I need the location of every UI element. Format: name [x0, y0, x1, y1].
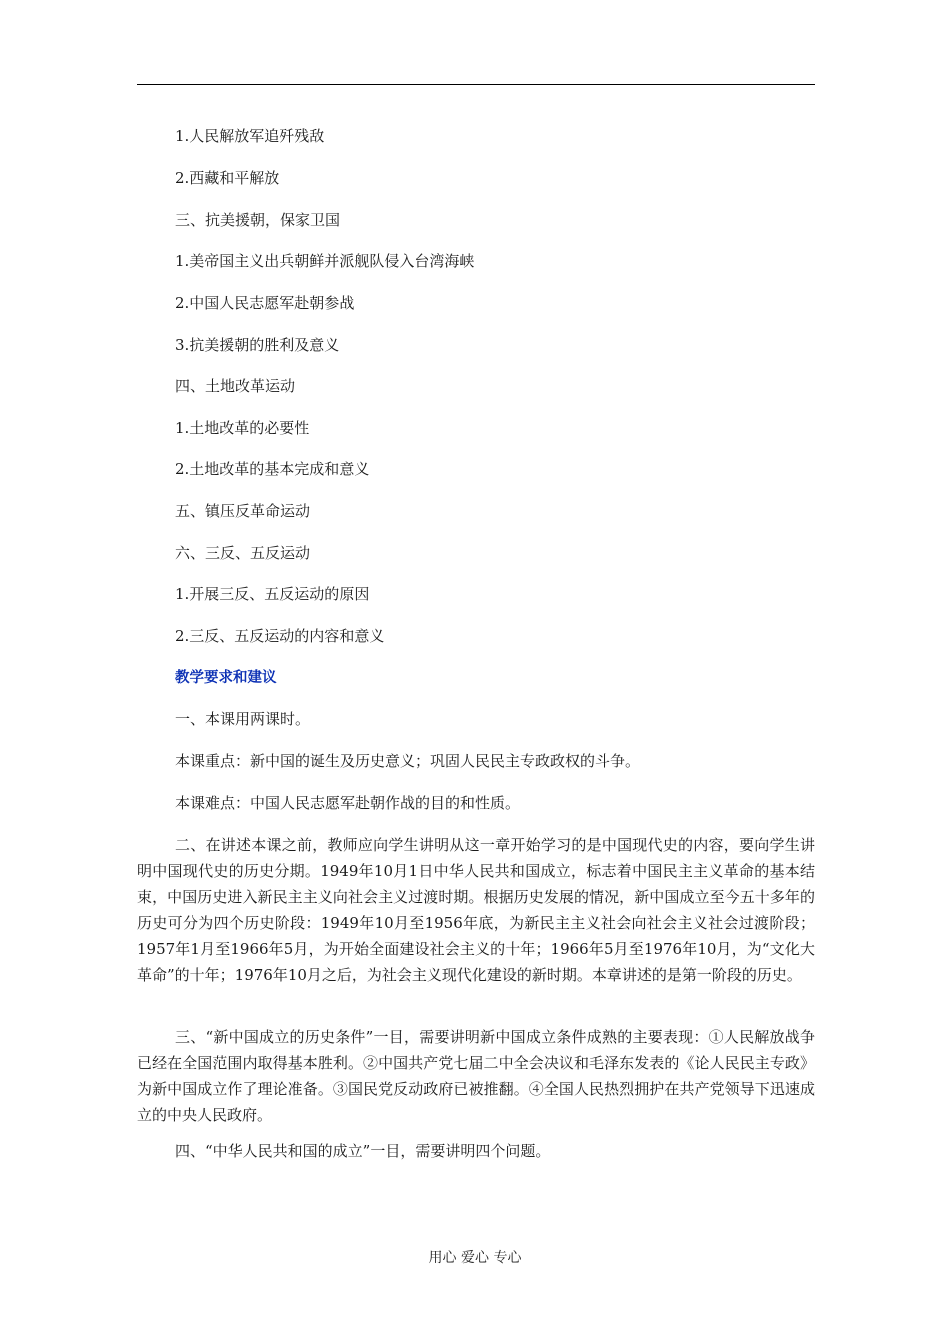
outline-item: 四、土地改革运动 [175, 377, 296, 395]
body-paragraph: 二、在讲述本课之前，教师应向学生讲明从这一章开始学习的是中国现代史的内容，要向学生讲明中国现代史的历史分期。1949年10月1日中华人民共和国成立，标志着中国民主主义革命的基本结束，中国历史进入新民主主义向社会主义过渡时期。根据历史发展的情况，新中国成立至今五十多年的历史可分为四个历史阶段：1949年10月至1956年底，为新民主主义社会向社会主义社会过渡阶段；1957年1月至1966年5月，为开始全面建设社会主义的十年；1966年5月至1976年10月，为“文化大革命”的十年；1976年10月之后，为社会主义现代化建设的新时期。本章讲述的是第一阶段的历史。 [137, 836, 815, 984]
note-line: 一、本课用两课时。 [175, 710, 311, 728]
outline-item: 1.美帝国主义出兵朝鲜并派舰队侵入台湾海峡 [175, 252, 475, 270]
note-line: 本课重点：新中国的诞生及历史意义；巩固人民民主专政政权的斗争。 [175, 752, 641, 770]
header-rule [137, 84, 815, 85]
body-paragraph: 四、“中华人民共和国的成立”一目，需要讲明四个问题。 [175, 1142, 551, 1160]
page-footer: 用心 爱心 专心 [428, 1250, 522, 1266]
outline-item: 3.抗美援朝的胜利及意义 [175, 336, 340, 354]
outline-item: 1.开展三反、五反运动的原因 [175, 585, 370, 603]
outline-item: 2.中国人民志愿军赴朝参战 [175, 294, 355, 312]
outline-item: 1.人民解放军追歼残敌 [175, 127, 325, 145]
outline-item: 五、镇压反革命运动 [175, 502, 311, 520]
outline-item: 1.土地改革的必要性 [175, 419, 310, 437]
outline-item: 2.土地改革的基本完成和意义 [175, 460, 370, 478]
body-paragraph: 三、“新中国成立的历史条件”一目，需要讲明新中国成立条件成熟的主要表现：①人民解放战争已经在全国范围内取得基本胜利。②中国共产党七届二中全会决议和毛泽东发表的《论人民民主专政》为新中国成立作了理论准备。③国民党反动政府已被推翻。④全国人民热烈拥护在共产党领导下迅速成立的中央人民政府。 [137, 1028, 815, 1124]
outline-item: 六、三反、五反运动 [175, 544, 311, 562]
note-line: 本课难点：中国人民志愿军赴朝作战的目的和性质。 [175, 794, 521, 812]
outline-item: 三、抗美援朝，保家卫国 [175, 211, 341, 229]
outline-item: 2.西藏和平解放 [175, 169, 280, 187]
outline-item: 2.三反、五反运动的内容和意义 [175, 627, 385, 645]
section-heading: 教学要求和建议 [175, 670, 277, 686]
